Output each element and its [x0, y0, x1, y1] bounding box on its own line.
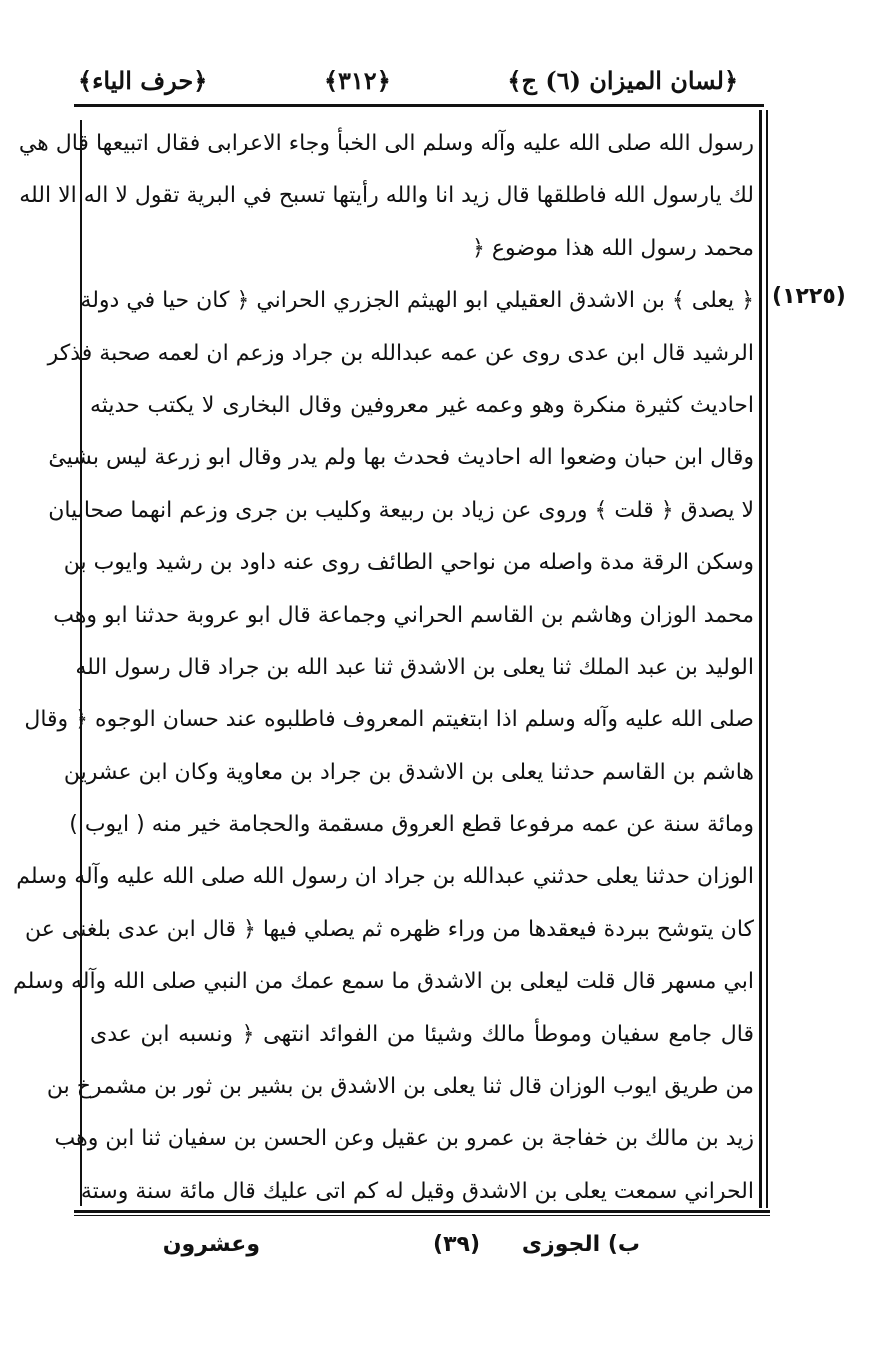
text-line: قال جامع سفيان وموطأ مالك وشيئا من الفوائد انتهى ﴿ ونسبه ابن عدى [90, 1021, 754, 1047]
text-line: صلى الله عليه وآله وسلم اذا ابتغيتم المعروف فاطلبوه عند حسان الوجوه ﴿ وقال [24, 707, 754, 733]
page-header [78, 58, 738, 102]
text-line: وقال ابن حبان وضعوا اله احاديث فحدث بها ولم يدر وقال ابو زرعة ليس بشيئ [48, 445, 754, 471]
text-line: الحراني سمعت يعلى بن الاشدق وقيل له كم اتى عليك قال مائة سنة وستة [80, 1178, 754, 1204]
body-text [12, 118, 754, 1218]
text-line: هاشم بن القاسم حدثنا يعلى بن الاشدق بن جراد بن معاوية وكان ابن عشرين [63, 759, 754, 785]
text-line: الوليد بن عبد الملك ثنا يعلى بن الاشدق ثنا عبد الله بن جراد قال رسول الله [75, 654, 754, 680]
text-line: لك يارسول الله فاطلقها قال زيد انا والله رأيتها تسبح في البرية تقول لا اله الا الله [19, 183, 754, 209]
text-line: كان يتوشح ببردة فيعقدها من وراء ظهره ثم يصلي فيها ﴿ قال ابن عدى بلغنى عن [25, 916, 754, 942]
text-line: احاديث كثيرة منكرة وهو وعمه غير معروفين وقال البخارى لا يكتب حديثه [90, 392, 754, 418]
entry-number: (١٢٢٥) [772, 284, 846, 309]
frame-rule-right [759, 110, 762, 1208]
section-title: ﴿حرف الياء﴾ [78, 65, 208, 95]
text-line: من طريق ايوب الوزان قال ثنا يعلى بن الاشدق بن بشير بن ثور بن مشمرخ بن [46, 1074, 754, 1100]
text-line: زيد بن مالك بن خفاجة بن عمرو بن عقيل وعن الحسن بن سفيان ثنا ابن وهب [54, 1126, 754, 1152]
text-line: ﴿ يعلى ﴾ بن الاشدق العقيلي ابو الهيثم الجزري الحراني ﴿ كان حيا في دولة [80, 288, 754, 314]
header-rule [74, 104, 764, 107]
text-line: رسول الله صلى الله عليه وآله وسلم الى الخبأ وجاء الاعرابى فقال اتبيعها قال هي [18, 131, 754, 156]
frame-rule-right-outer [766, 110, 768, 1208]
text-line: وسكن الرقة مدة واصله من نواحي الطائف روى عنه داود بن رشيد وايوب بن [63, 550, 754, 576]
text-line: محمد الوزان وهاشم بن القاسم الحراني وجماعة قال ابو عروبة حدثنا ابو وهب [53, 602, 754, 628]
text-line: الرشيد قال ابن عدى روى عن عمه عبدالله بن جراد وزعم ان لعمه صحبة فذكر [47, 340, 754, 366]
text-line: لا يصدق ﴿ قلت ﴾ وروى عن زياد بن ربيعة وكليب بن جرى وزعم انهما صحابيان [48, 497, 754, 523]
text-line: ابي مسهر قال قلت ليعلى بن الاشدق ما سمع عمك من النبي صلى الله وآله وسلم [12, 969, 754, 995]
catchword: وعشرون [162, 1232, 260, 1257]
page-footer [120, 1232, 640, 1272]
footer-number: (٣٩) [433, 1232, 480, 1257]
page-number: ﴿٣١٢﴾ [323, 65, 391, 95]
footer-rule [74, 1210, 770, 1213]
text-line: محمد رسول الله هذا موضوع ﴿ [472, 235, 754, 261]
text-line: الوزان حدثنا يعلى حدثني عبدالله بن جراد ان رسول الله صلى الله عليه وآله وسلم [16, 864, 754, 890]
footer-rule-thin [74, 1215, 770, 1216]
text-line: ومائة سنة عن عمه مرفوعا قطع العروق مسقمة والحجامة خير منه ( ايوب ) [69, 812, 754, 838]
book-title: ﴿لسان الميزان (٦) ج﴾ [507, 65, 738, 95]
footnote: ب) الجوزى [521, 1232, 640, 1257]
